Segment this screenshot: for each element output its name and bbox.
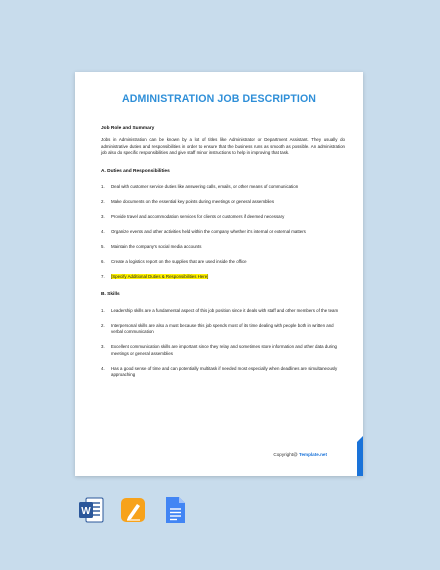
list-item: 2. Make documents on the essential key points during meetings or general assemblies — [101, 199, 275, 205]
list-item: 1. Deal with customer service duties like answering calls, emails, or other means of communication — [101, 184, 299, 190]
duties-heading: A. Duties and Responsibilities — [101, 168, 170, 174]
pages-icon[interactable] — [120, 496, 146, 524]
list-item: 6. Create a logistics report on the supplies that are used inside the office — [101, 259, 247, 265]
placeholder-highlight[interactable]: [Specify Additional Duties & Responsibilities Here] — [111, 274, 209, 280]
list-item: 2. Interpersonal skills are also a must because this job spends most of its time dealing with people both in written and verbal communication — [101, 322, 334, 335]
duties-list — [101, 184, 345, 280]
document-title: ADMINISTRATION JOB DESCRIPTION — [121, 93, 317, 105]
role-heading: Job Role and Summary — [101, 126, 155, 131]
copyright-line: Copyright@ Template.net — [273, 452, 327, 457]
skills-list — [101, 308, 345, 379]
document-body — [101, 126, 345, 387]
google-docs-icon[interactable] — [162, 496, 188, 524]
skills-heading: B. Skills — [101, 292, 120, 298]
svg-text:W: W — [81, 506, 91, 517]
document-page — [75, 72, 363, 476]
summary-paragraph: Jobs in Administration can be known by a lot of titles like Administrator or Department Assistant. They usually do administrative duties and responsibilities in order to ensure that the business runs as smooth as possible. An administration job also do specific responsibilities and give staff minor instructions to help in improving that task. — [101, 137, 345, 156]
list-item: 7. [Specify Additional Duties & Responsibilities Here] — [101, 274, 209, 280]
list-item: 3. Provide travel and accommodation services for clients or customers if deemed necessary — [101, 214, 285, 220]
app-icons-row — [78, 496, 188, 524]
corner-accent-bar — [357, 442, 363, 476]
list-item: 3. Excellent communication skills are important since they relay and sometimes store information and other data during meetings or general assemblies — [101, 344, 337, 356]
template-link[interactable]: Template.net — [299, 452, 327, 457]
list-item: 4. Has a good sense of time and can potentially multitask if needed most especially when deadlines are simultaneously approaching — [101, 365, 338, 378]
list-item: 5. Maintain the company's social media accounts — [101, 244, 202, 250]
list-item: 1. Leadership skills are a fundamental aspect of this job position since it deals with staff and other members of the team — [101, 307, 339, 313]
list-item: 4. Organize events and other activities held within the company whether it's internal or external matters — [101, 229, 306, 235]
word-icon[interactable] — [78, 496, 104, 524]
